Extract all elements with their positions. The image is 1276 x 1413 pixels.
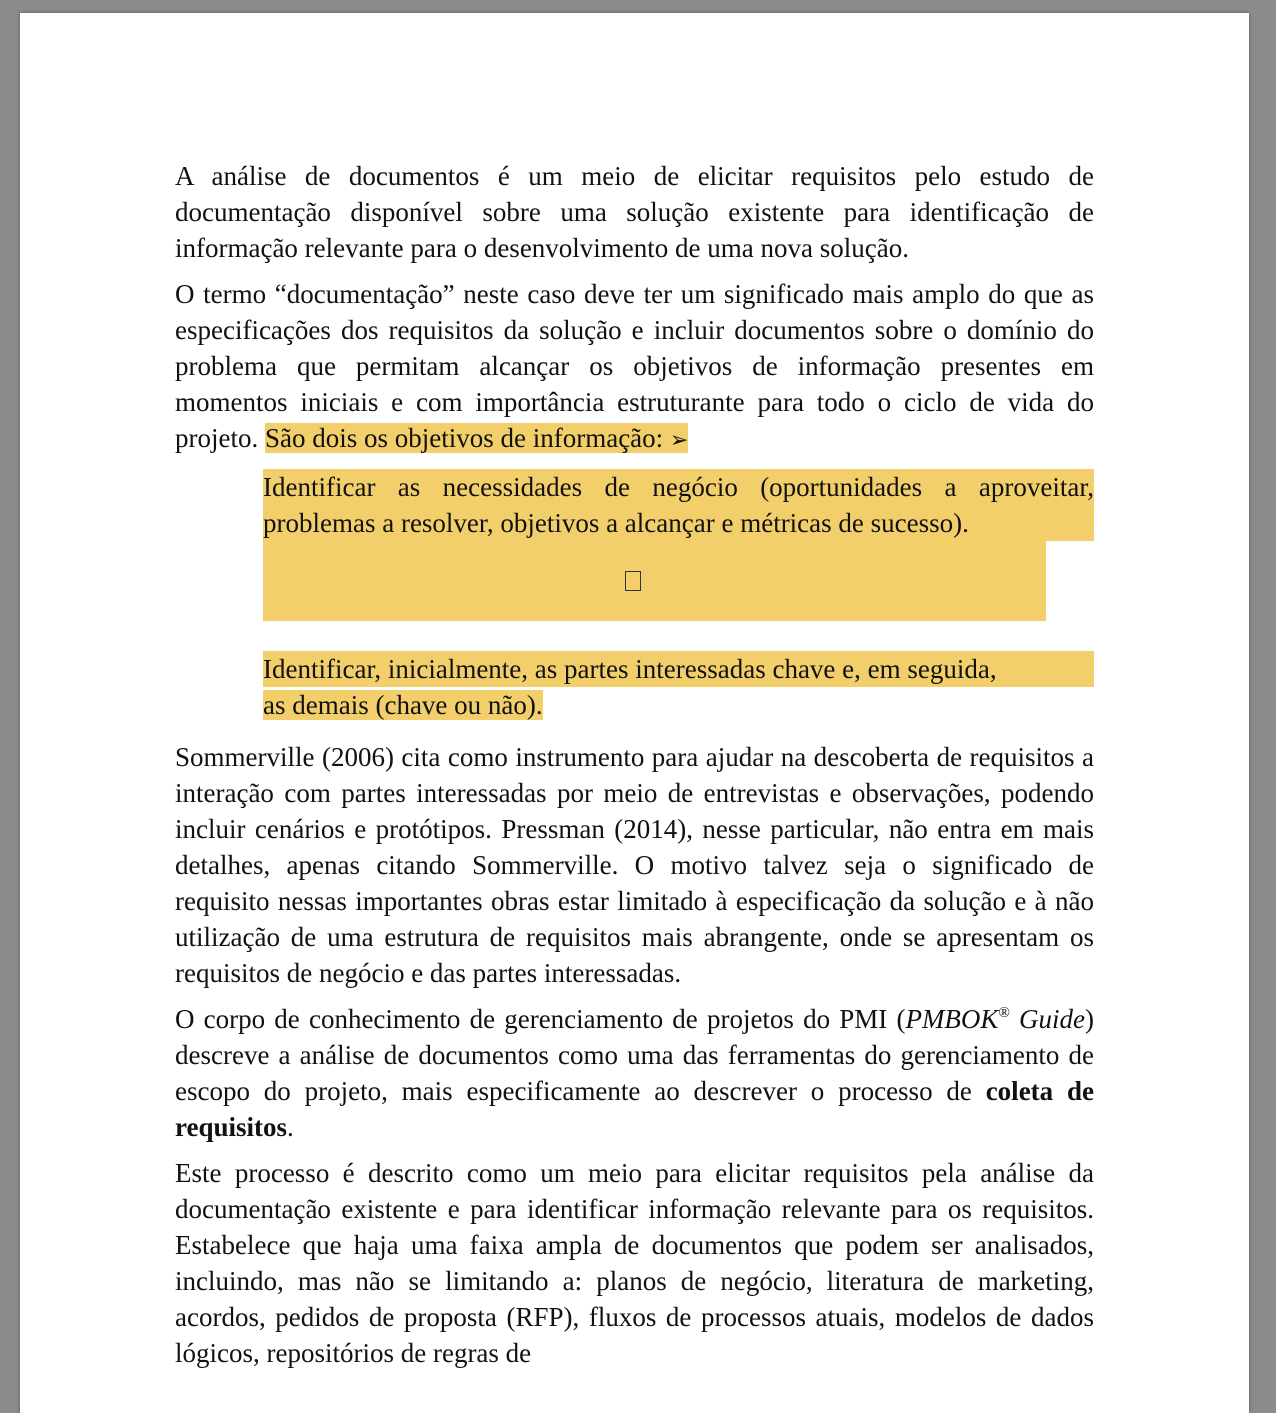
- spacer: [175, 621, 1094, 651]
- highlighted-objective-2: [263, 651, 1094, 723]
- pmbok-guide-word: Guide: [1019, 1004, 1085, 1034]
- objectives-intro-text: São dois os objetivos de informação:: [264, 423, 670, 453]
- highlighted-objectives-intro: [265, 423, 688, 453]
- objective-1-highlight-tail: [263, 541, 1046, 621]
- missing-glyph-box-icon: [625, 571, 641, 591]
- paragraph-documentation-term-text: O termo “documentação” neste caso deve ter um significado mais amplo do que as especificações dos requisitos da solução e incluir documentos sobre o domínio do problema que permitam alcançar os objetivos de informação presentes em momentos iniciais e com importância estruturante para todo o ciclo de vida do projeto.: [175, 279, 1094, 453]
- highlighted-objective-1: [263, 469, 1094, 541]
- paragraph-document-analysis: A análise de documentos é um meio de elicitar requisitos pelo estudo de documentação disponível sobre uma solução existente para identificação de informação relevante para o desenvolvimento de uma nova solução.: [175, 161, 1094, 263]
- objective-2-line-1: Identificar, inicialmente, as partes interessadas chave e, em seguida,: [263, 651, 1094, 687]
- objective-2-line-2: as demais (chave ou não).: [263, 690, 543, 720]
- paragraph-sommerville: Sommerville (2006) cita como instrumento para ajudar na descoberta de requisitos a interação com partes interessadas por meio de entrevistas e observações, podendo incluir cenários e protótipos. Pressman (2014), nesse particular, não entra em mais detalhes, apenas citando Sommerville. O motivo talvez seja o significado de requisito nessas importantes obras estar limitado à especificação da solução e à não utilização de uma estrutura de requisitos mais abrangente, onde se apresentam os requisitos de negócio e das partes interessadas.: [175, 742, 1094, 988]
- paragraph-documentation-term: [175, 276, 1094, 459]
- arrow-bullet-icon: ➢: [669, 428, 689, 453]
- document-page: [20, 13, 1249, 1413]
- document-body: [175, 158, 1094, 1381]
- pmbok-bold-term: coleta de requisitos: [175, 1076, 1094, 1142]
- pmbok-text-b: ) descreve a análise de documentos como uma das ferramentas do gerenciamento de escopo do projeto, mais especificamente ao descrever o processo de: [175, 1004, 1094, 1106]
- registered-mark: ®: [998, 1005, 1010, 1021]
- paragraph-process-description: Este processo é descrito como um meio para elicitar requisitos pela análise da documentação existente e para identificar informação relevante para os requisitos. Estabelece que haja uma faixa ampla de documentos que podem ser analisados, incluindo, mas não se limitando a: planos de negócio, literatura de marketing, acordos, pedidos de proposta (RFP), fluxos de processos atuais, modelos de dados lógicos, repositórios de regras de: [175, 1158, 1094, 1368]
- paragraph-pmbok: [175, 1001, 1094, 1145]
- pmbok-text-c: .: [287, 1112, 294, 1142]
- objective-1-text: Identificar as necessidades de negócio (oportunidades a aproveitar, problemas a resolver, objetivos a alcançar e métricas de sucesso).: [263, 472, 1094, 538]
- pmbok-title: PMBOK: [905, 1004, 999, 1034]
- pmbok-text-a: O corpo de conhecimento de gerenciamento de projetos do PMI (: [175, 1004, 906, 1034]
